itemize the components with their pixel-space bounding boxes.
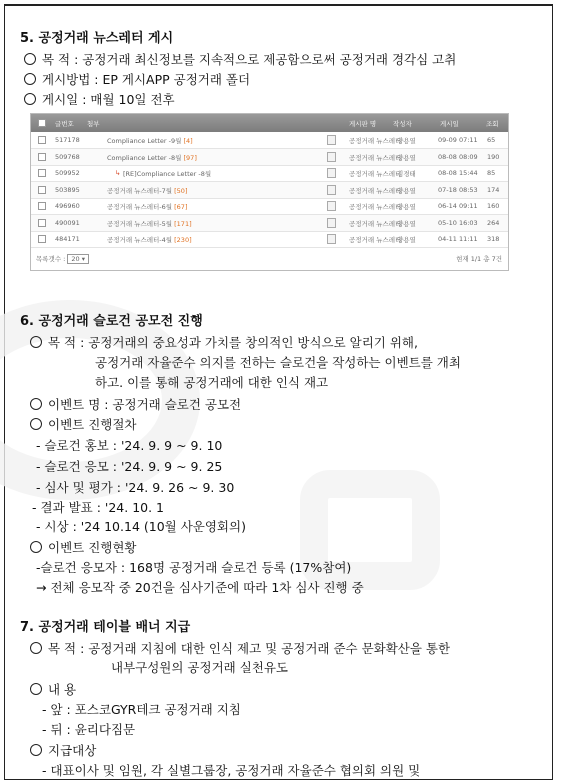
row-no: 496960 [55,202,80,210]
procedure-item-1: - 슬로건 홍보 : '24. 9. 9 ~ 9. 10 [36,438,223,453]
content-front: - 앞 : 포스코GYR테크 공정거래 지침 [42,702,241,717]
circle-bullet-icon [30,683,42,695]
row-no: 484171 [55,235,80,243]
target-line-1: - 대표이사 및 임원, 각 실별그룹장, 공정거래 자율준수 협의회 의원 및 [42,763,421,778]
circle-bullet-icon [30,744,42,756]
row-comment-count: [4] [183,137,193,145]
status-line-1: -슬로건 응모자 : 168명 공정거래 슬로건 등록 (17%참여) [36,560,352,575]
section5-purpose-text: 목 적 : 공정거래 최신정보를 지속적으로 제공함으로써 공정거래 경각심 고취 [42,52,457,67]
row-author: 양용열 [397,137,416,145]
section7-title: 7. 공정거래 테이블 배너 지급 [20,620,191,635]
table-row[interactable] [31,165,508,182]
row-checkbox[interactable] [38,219,46,227]
page-size-control [36,254,89,264]
header-author: 작성자 [393,120,412,128]
row-views: 65 [487,136,496,144]
row-board: 공정거래 뉴스레터 [349,153,402,162]
section7-content-title [30,681,76,699]
page-size-value: 20 [71,255,80,263]
row-comment-count: [171] [174,219,192,228]
row-board: 공정거래 뉴스레터 [349,170,402,178]
section6-status-title-text: 이벤트 진행현황 [48,540,137,555]
row-author: 양용열 [397,219,416,228]
section6-status-title [30,539,137,557]
row-no: 490091 [55,218,80,227]
board-table-header [31,114,508,132]
table-row[interactable] [31,215,508,232]
row-board: 공정거래 뉴스레터 [349,236,402,244]
row-title-text: 공정거래 뉴스레터-5월 [107,219,173,228]
table-row[interactable] [31,132,508,149]
section6-event-name-text: 이벤트 명 : 공정거래 슬로건 공모전 [48,397,242,412]
header-attach: 첨부 [87,120,100,128]
row-checkbox[interactable] [38,186,46,194]
section6-purpose-line3: 하고. 이를 통해 공정거래에 대한 인식 재고 [95,375,329,390]
procedure-item-2: - 슬로건 응모 : '24. 9. 9 ~ 9. 25 [36,459,223,474]
document-icon [327,168,336,178]
header-no: 글번호 [55,120,74,128]
page-size-select[interactable]: 20 ▾ [67,254,89,264]
row-board: 공정거래 뉴스레터 [349,137,402,145]
section7-target-title-text: 지급대상 [48,743,97,758]
row-date: 09-09 07:11 [438,136,478,144]
circle-bullet-icon [24,73,36,85]
row-title[interactable] [107,219,192,228]
row-no: 509768 [55,152,80,161]
row-views: 264 [487,218,500,227]
row-title[interactable] [107,202,187,211]
circle-bullet-icon [30,541,42,553]
content-back: - 뒤 : 윤리다짐문 [42,722,136,737]
row-title[interactable] [107,235,192,244]
row-author: 김경태 [397,170,416,178]
header-views: 조회 [486,120,499,128]
row-comment-count: [50] [174,186,188,195]
row-board: 공정거래 뉴스레터 [349,186,402,195]
table-row[interactable] [31,149,508,166]
row-title-text: Compliance Letter -9월 [107,137,182,145]
row-title-text: [RE]Compliance Letter -8월 [123,170,212,178]
row-date: 06-14 09:11 [438,202,478,210]
section5-date-text: 게시일 : 매월 10일 전후 [42,92,175,107]
section5-title: 5. 공정거래 뉴스레터 게시 [20,31,174,46]
table-row[interactable] [31,198,508,215]
row-views: 174 [487,185,500,194]
table-row[interactable] [31,182,508,199]
circle-bullet-icon [30,418,42,430]
row-views: 318 [487,235,500,243]
procedure-item-5: - 시상 : '24 10.14 (10월 사운영회의) [36,519,246,534]
section6-procedure-title-text: 이벤트 진행절차 [48,417,137,432]
section5-date [24,91,175,109]
row-author: 양용열 [397,153,416,162]
row-author: 양용열 [397,203,416,211]
document-icon [327,218,336,228]
section6-title: 6. 공정거래 슬로건 공모전 진행 [20,314,203,329]
procedure-item-3: - 심사 및 평가 : '24. 9. 26 ~ 9. 30 [36,480,235,495]
circle-bullet-icon [30,398,42,410]
section7-purpose-line1: 목 적 : 공정거래 지침에 대한 인식 제고 및 공정거래 준수 문화확산을 통한 [48,641,451,656]
row-title-text: Compliance Letter -8월 [107,153,182,162]
reply-arrow-icon: ↳ [115,169,121,177]
board-screenshot [30,113,509,271]
row-board: 공정거래 뉴스레터 [349,203,402,211]
row-views: 160 [487,202,500,210]
section7-purpose [30,640,450,658]
section6-event-name [30,396,241,414]
header-board: 게시판 명 [349,120,377,128]
row-title[interactable] [107,186,187,195]
circle-bullet-icon [30,642,42,654]
row-views: 190 [487,152,500,161]
row-checkbox[interactable] [38,153,46,161]
row-title-text: 공정거래 뉴스레터-4월 [107,236,173,244]
row-title-text: 공정거래 뉴스레터-6월 [107,203,173,211]
section6-purpose-line2: 공정거래 자율준수 의지를 전하는 슬로건을 작성하는 이벤트를 개최 [95,355,461,370]
row-date: 04-11 11:11 [438,235,478,243]
row-views: 85 [487,169,496,177]
row-date: 05-10 16:03 [438,218,478,227]
section5-purpose [24,51,456,69]
document-icon [327,234,336,244]
section5-method-text: 게시방법 : EP 게시APP 공정거래 폴더 [42,72,251,87]
document-icon [327,135,336,145]
circle-bullet-icon [24,53,36,65]
row-checkbox[interactable] [38,202,46,210]
row-author: 양용열 [397,236,416,244]
row-date: 08-08 15:44 [438,169,478,177]
section7-content-title-text: 내 용 [48,682,77,697]
header-date: 게시일 [440,120,459,128]
row-title-text: 공정거래 뉴스레터-7월 [107,186,173,195]
table-row[interactable] [31,231,508,248]
row-author: 양용열 [397,186,416,195]
section5-method [24,71,250,89]
select-all-checkbox[interactable] [38,119,46,127]
row-comment-count: [67] [174,203,188,211]
row-title[interactable] [107,153,197,162]
row-checkbox[interactable] [38,235,46,243]
status-line-2: → 전체 응모작 중 20건을 심사기준에 따라 1차 심사 진행 중 [36,580,364,595]
document-icon [327,185,336,195]
pager: 현재 1/1 총 7건 [456,255,502,263]
row-title[interactable] [123,169,211,178]
section6-purpose-line1: 목 적 : 공정거래의 중요성과 가치를 창의적인 방식으로 알리기 위해, [48,335,418,350]
document-icon [327,152,336,162]
row-date: 08-08 08:09 [438,152,478,161]
row-comment-count: [97] [183,153,197,162]
circle-bullet-icon [24,93,36,105]
section7-purpose-line2: 내부구성원의 공정거래 실천유도 [111,660,288,675]
row-no: 517178 [55,136,80,144]
procedure-item-4: - 결과 발표 : '24. 10. 1 [32,500,165,515]
section6-purpose [30,334,418,352]
page-size-label: 목록갯수 : [36,255,66,263]
row-no: 503895 [55,185,80,194]
circle-bullet-icon [30,336,42,348]
row-no: 509952 [55,169,80,177]
row-title[interactable] [107,136,193,145]
section6-procedure-title [30,416,137,434]
row-comment-count: [230] [174,236,192,244]
section7-target-title [30,742,96,760]
row-checkbox[interactable] [38,169,46,177]
row-board: 공정거래 뉴스레터 [349,219,402,228]
row-date: 07-18 08:53 [438,185,478,194]
row-checkbox[interactable] [38,136,46,144]
document-icon [327,201,336,211]
